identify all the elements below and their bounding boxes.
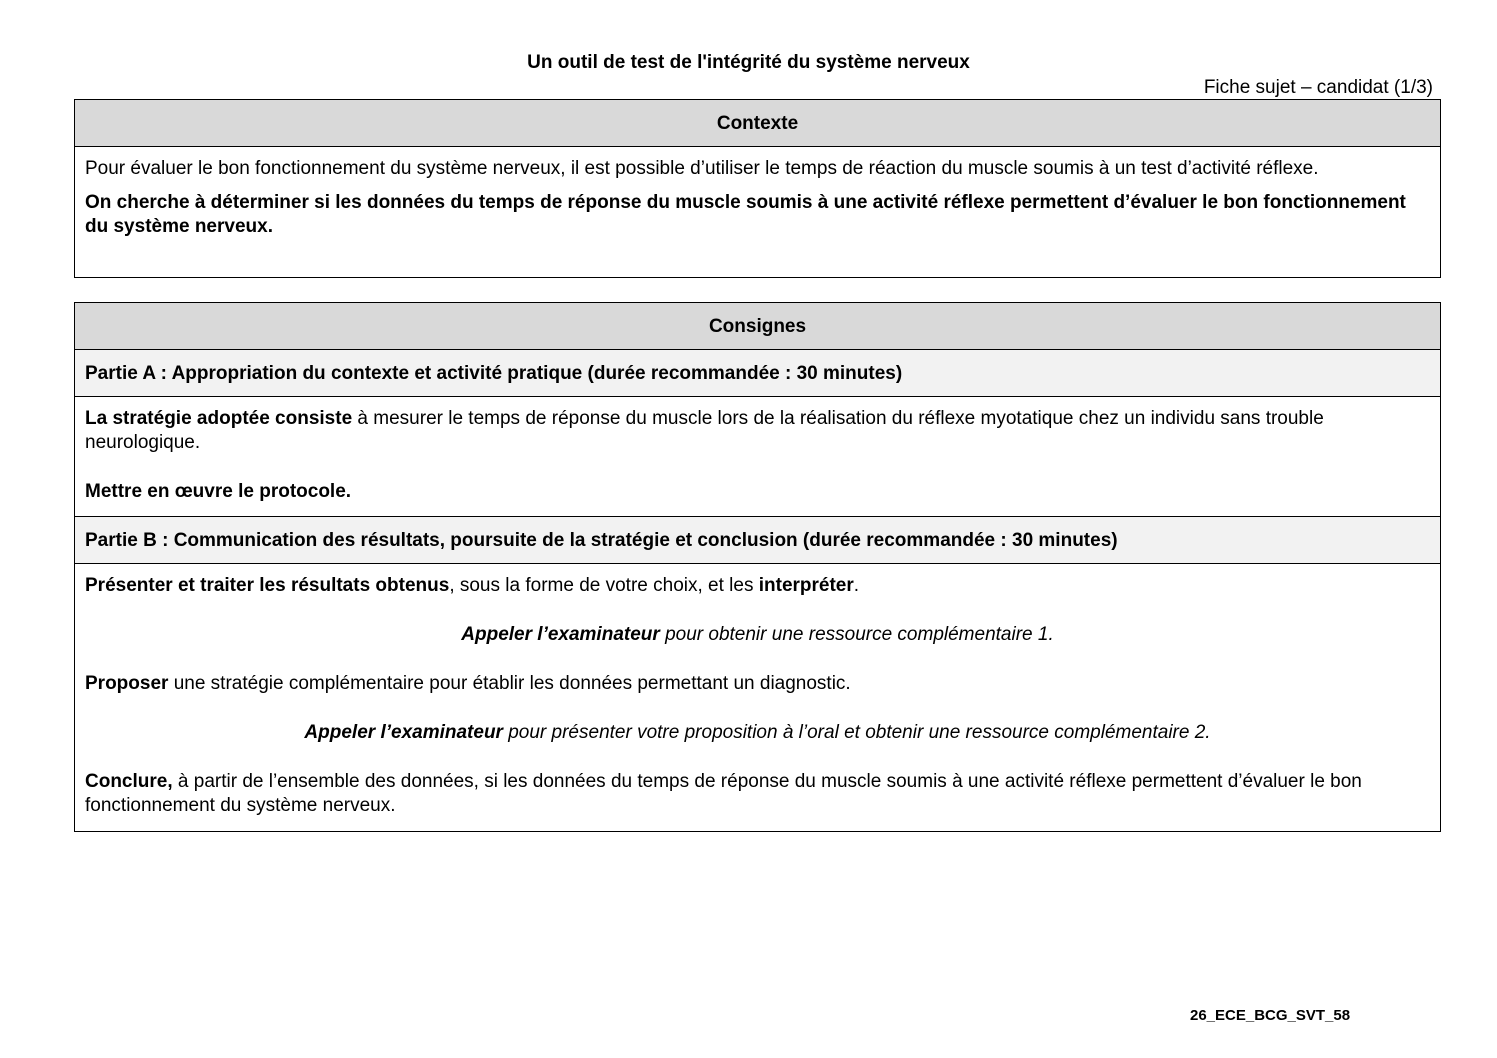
propose-bold: Proposer	[85, 673, 169, 694]
document-title: Un outil de test de l'intégrité du système nerveux	[527, 52, 970, 73]
interpret-bold: interpréter	[758, 575, 854, 596]
contexte-heading: Contexte	[75, 100, 1440, 147]
call-examiner-2	[85, 721, 1430, 745]
partie-a-protocol: Mettre en œuvre le protocole.	[85, 481, 352, 502]
strategy-bold: La stratégie adoptée consiste	[85, 408, 353, 429]
present-end: .	[853, 575, 860, 596]
partie-b-present	[85, 574, 1430, 598]
partie-a-strategy	[85, 407, 1430, 455]
conclude-bold: Conclure,	[85, 771, 173, 792]
call1-text: pour obtenir une ressource complémentaire 1.	[659, 624, 1054, 645]
partie-a-heading: Partie A : Appropriation du contexte et activité pratique (durée recommandée : 30 minutes)	[75, 350, 1440, 397]
present-bold: Présenter et traiter les résultats obtenus	[85, 575, 450, 596]
consignes-heading: Consignes	[75, 303, 1440, 350]
contexte-problem: On cherche à déterminer si les données du temps de réponse du muscle soumis à une activité réflexe permettent d’évaluer le bon fonctionnement du système nerveux.	[85, 192, 1406, 237]
contexte-body	[75, 147, 1440, 239]
contexte-section	[74, 99, 1441, 278]
document-code: 26_ECE_BCG_SVT_58	[1190, 1007, 1351, 1024]
contexte-paragraph: Pour évaluer le bon fonctionnement du système nerveux, il est possible d’utiliser le temps de réaction du muscle soumis à un test d’activité réflexe.	[85, 158, 1319, 179]
conclude-text: à partir de l’ensemble des données, si les données du temps de réponse du muscle soumis à une activité réflexe permettent d’évaluer le bon fonctionnement du système nerveux.	[85, 771, 1362, 816]
call2-bold: Appeler l’examinateur	[304, 722, 503, 743]
partie-b-propose	[85, 672, 1430, 696]
consignes-section	[74, 302, 1441, 832]
strategy-text: à mesurer le temps de réponse du muscle lors de la réalisation du réflexe myotatique chez un individu sans trouble neurologique.	[85, 408, 1324, 453]
call1-bold: Appeler l’examinateur	[461, 624, 660, 645]
partie-a-body	[75, 397, 1440, 517]
partie-b-heading: Partie B : Communication des résultats, poursuite de la stratégie et conclusion (durée recommandée : 30 minutes)	[75, 517, 1440, 564]
call-examiner-1	[85, 623, 1430, 647]
present-text: , sous la forme de votre choix, et les	[449, 575, 759, 596]
document-subtitle: Fiche sujet – candidat (1/3)	[1203, 77, 1433, 98]
call2-text: pour présenter votre proposition à l’oral et obtenir une ressource complémentaire 2.	[502, 722, 1211, 743]
partie-b-conclude	[85, 770, 1430, 818]
partie-b-body	[75, 564, 1440, 818]
propose-text: une stratégie complémentaire pour établir les données permettant un diagnostic.	[168, 673, 851, 694]
